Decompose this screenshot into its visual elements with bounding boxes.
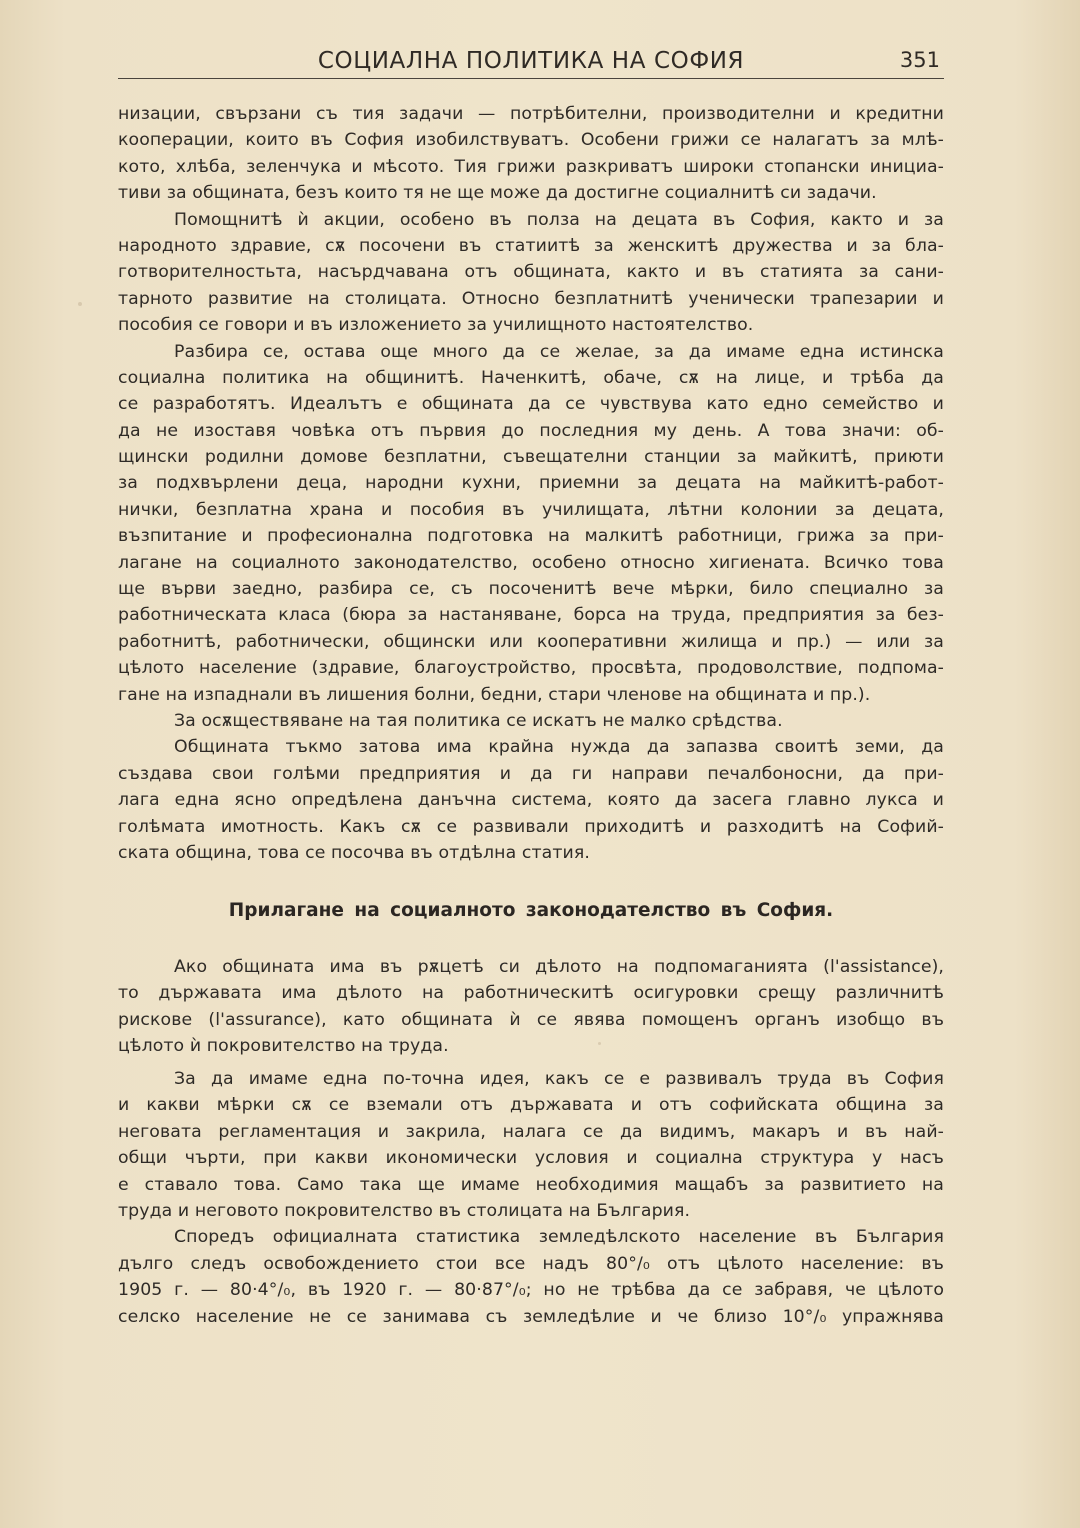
- text-line: общи чърти, при какви икономически условия и социална структура у насъ: [118, 1148, 944, 1169]
- paper-speck: [598, 1042, 601, 1045]
- text-line: труда и неговото покровителство въ столицата на България.: [118, 1200, 691, 1221]
- section-2-text: [118, 954, 944, 1060]
- text-line: тарното развитие на столицата. Относно безплатнитѣ ученически трапезарии и: [118, 288, 944, 309]
- text-line: 1905 г. — 80·4°/₀, въ 1920 г. — 80·87°/₀; но не трѣбва да се забравя, че цѣлото: [118, 1280, 944, 1301]
- section-3-text: [118, 1066, 944, 1330]
- text-line: се разработятъ. Идеалътъ е общината да се чувствува като едно семейство и: [118, 394, 944, 415]
- text-line: народното здравие, сѫ посочени въ статиитѣ за женскитѣ дружества и за бла-: [118, 235, 944, 256]
- page-number: 351: [899, 48, 940, 72]
- text-line: За осѫществяване на тая политика се искатъ не малко срѣдства.: [174, 710, 783, 731]
- text-line: създава свои голѣми предприятия и да ги направи печалбоносни, да при-: [118, 763, 944, 784]
- text-line: кооперации, които въ София изобилствуватъ. Особени грижи се налагатъ за млѣ-: [118, 130, 944, 151]
- text-line: дълго следъ освобождението стои все надъ 80°/₀ отъ цѣлото население: въ: [118, 1253, 944, 1274]
- text-line: Помощнитѣ ѝ акции, особено въ полза на децата въ София, както и за: [174, 209, 944, 230]
- text-line: да не изоставя човѣка отъ първия до последния му день. А това значи: об-: [118, 420, 944, 441]
- text-line: то държавата има дѣлото на работническитѣ осигуровки срещу различнитѣ: [118, 983, 944, 1004]
- text-line: голѣмата имотность. Какъ сѫ се развивали приходитѣ и разходитѣ на Софий-: [118, 816, 944, 837]
- text-line: и какви мѣрки сѫ се вземали отъ държавата и отъ софийската община за: [118, 1095, 944, 1116]
- text-line: социална политика на общинитѣ. Наченкитѣ, обаче, сѫ на лице, и трѣба да: [118, 367, 944, 388]
- text-line: гане на изпаднали въ лишения болни, бедни, стари членове на общината и пр.).: [118, 684, 871, 705]
- text-line: лага една ясно опредѣлена данъчна система, която да засега главно лукса и: [118, 790, 944, 811]
- text-line: работническата класа (бюра за настаняване, борса на труда, предприятия за без-: [118, 605, 944, 626]
- text-line: Ако общината има въ рѫцетѣ си дѣлото на подпомаганията (l'assistance),: [174, 957, 944, 977]
- text-line: лагане на социалното законодателство, особено относно хигиената. Всичко това: [118, 552, 944, 573]
- text-line: работнитѣ, работнически, общински или кооперативни жилища и пр.) — или за: [118, 631, 944, 652]
- text-line: кото, хлѣба, зеленчука и мѣсото. Тия грижи разкриватъ широки стопански инициа-: [118, 156, 944, 177]
- paper-speck: [78, 302, 82, 306]
- section-heading: Прилагане на социалното законодателство въ София.: [228, 900, 834, 921]
- text-line: тиви за общината, безъ които тя не ще може да достигне социалнитѣ си задачи.: [118, 183, 877, 204]
- text-line: За да имаме една по-точна идея, какъ се е развивалъ труда въ София: [174, 1069, 944, 1089]
- text-line: за подхвърлени деца, народни кухни, приемни за децата на майкитѣ-работ-: [118, 473, 944, 494]
- section-1-text: [118, 101, 944, 866]
- text-line: ската община, това се посочва въ отдѣлна статия.: [118, 842, 590, 863]
- text-line: готворителностьта, насърдчавана отъ общината, както и въ статията за сани-: [118, 262, 944, 283]
- text-line: неговата регламентация и закрила, налага се да видимъ, макаръ и въ най-: [118, 1121, 944, 1142]
- text-line: цѣлото ѝ покровителство на труда.: [118, 1036, 449, 1057]
- text-line: е ставало това. Само така ще имаме необходимия мащабъ за развитието на: [118, 1174, 944, 1195]
- text-line: нички, безплатна храна и пособия въ училищата, лѣтни колонии за децата,: [118, 499, 944, 520]
- text-line: ще върви заедно, разбира се, съ посоченитѣ вече мѣрки, било специално за: [118, 579, 944, 600]
- text-line: Общината тъкмо затова има крайна нужда да запазва своитѣ земи, да: [174, 737, 944, 758]
- text-line: щински родилни домове безплатни, съвещателни станции за майкитѣ, приюти: [118, 447, 944, 468]
- text-line: възпитание и професионална подготовка на малкитѣ работници, грижа за при-: [118, 526, 944, 547]
- text-line: низации, свързани съ тия задачи — потрѣбителни, производителни и кредитни: [118, 104, 944, 124]
- text-line: рискове (l'assurance), като общината ѝ се явява помощенъ органъ изобщо въ: [118, 1009, 944, 1030]
- text-line: селско население не се занимава съ земледѣлие и че близо 10°/₀ упражнява: [118, 1306, 944, 1327]
- text-line: цѣлото население (здравие, благоустройство, просвѣта, продоволствие, подпома-: [118, 658, 944, 679]
- text-line: пособия се говори и въ изложението за училищното настоятелство.: [118, 315, 754, 336]
- text-line: Споредъ официалната статистика земледѣлското население въ България: [174, 1227, 944, 1248]
- text-line: Разбира се, остава още много да се желае, за да имаме една истинска: [174, 341, 944, 362]
- running-title: СОЦИАЛНА ПОЛИТИКА НА СОФИЯ: [317, 48, 745, 74]
- running-header: [118, 46, 944, 79]
